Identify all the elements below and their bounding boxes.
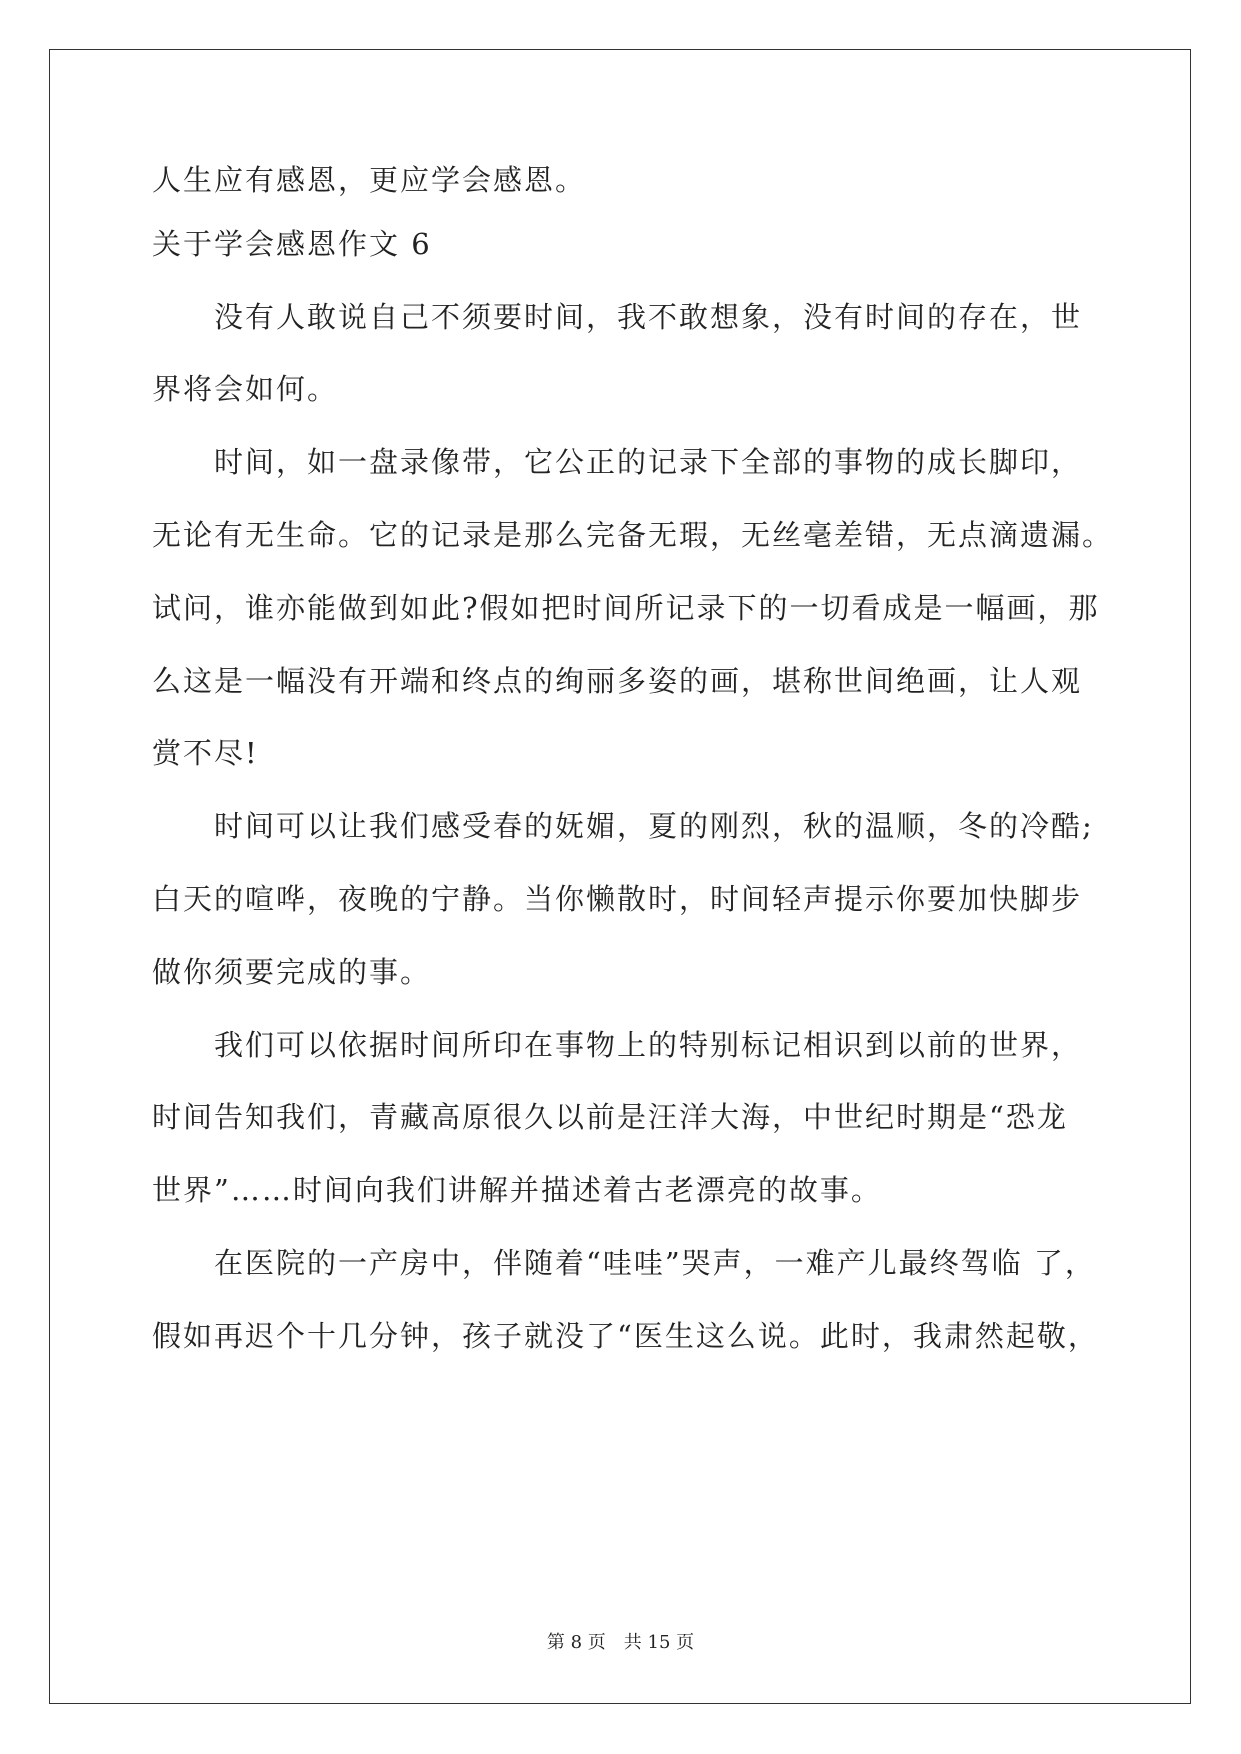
text-line: 时间可以让我们感受春的妩媚，夏的刚烈，秋的温顺，冬的冷酷; <box>214 809 1094 843</box>
text-line: 我们可以依据时间所印在事物上的特别标记相识到以前的世界， <box>214 1028 1083 1062</box>
text-line: 人生应有感恩，更应学会感恩。 <box>152 163 587 197</box>
section-heading: 关于学会感恩作文 6 <box>152 227 432 261</box>
text-line: 做你须要完成的事。 <box>152 955 432 989</box>
text-line: 无论有无生命。它的记录是那么完备无瑕，无丝毫差错，无点滴遗漏。 <box>152 518 1114 552</box>
text-line: 界将会如何。 <box>152 372 339 406</box>
text-line: 没有人敢说自己不须要时间，我不敢想象，没有时间的存在，世 <box>214 300 1083 334</box>
page-number: 第 8 页 共 15 页 <box>546 1632 695 1653</box>
text-line: 在医院的一产房中，伴随着“哇哇”哭声，一难产儿最终驾临 了， <box>214 1246 1096 1280</box>
text-line: 赏不尽! <box>152 736 259 770</box>
text-line: 么这是一幅没有开端和终点的绚丽多姿的画，堪称世间绝画，让人观 <box>152 664 1083 698</box>
text-line: 假如再迟个十几分钟，孩子就没了“医生这么说。此时，我肃然起敬， <box>152 1319 1099 1353</box>
text-line: 世界”……时间向我们讲解并描述着古老漂亮的故事。 <box>152 1173 882 1207</box>
text-line: 时间告知我们，青藏高原很久以前是汪洋大海，中世纪时期是“恐龙 <box>152 1100 1068 1134</box>
text-line: 白天的喧哗，夜晚的宁静。当你懒散时，时间轻声提示你要加快脚步 <box>152 882 1083 916</box>
text-line: 时间，如一盘录像带，它公正的记录下全部的事物的成长脚印， <box>214 445 1083 479</box>
text-line: 试问，谁亦能做到如此?假如把时间所记录下的一切看成是一幅画，那 <box>152 591 1100 625</box>
